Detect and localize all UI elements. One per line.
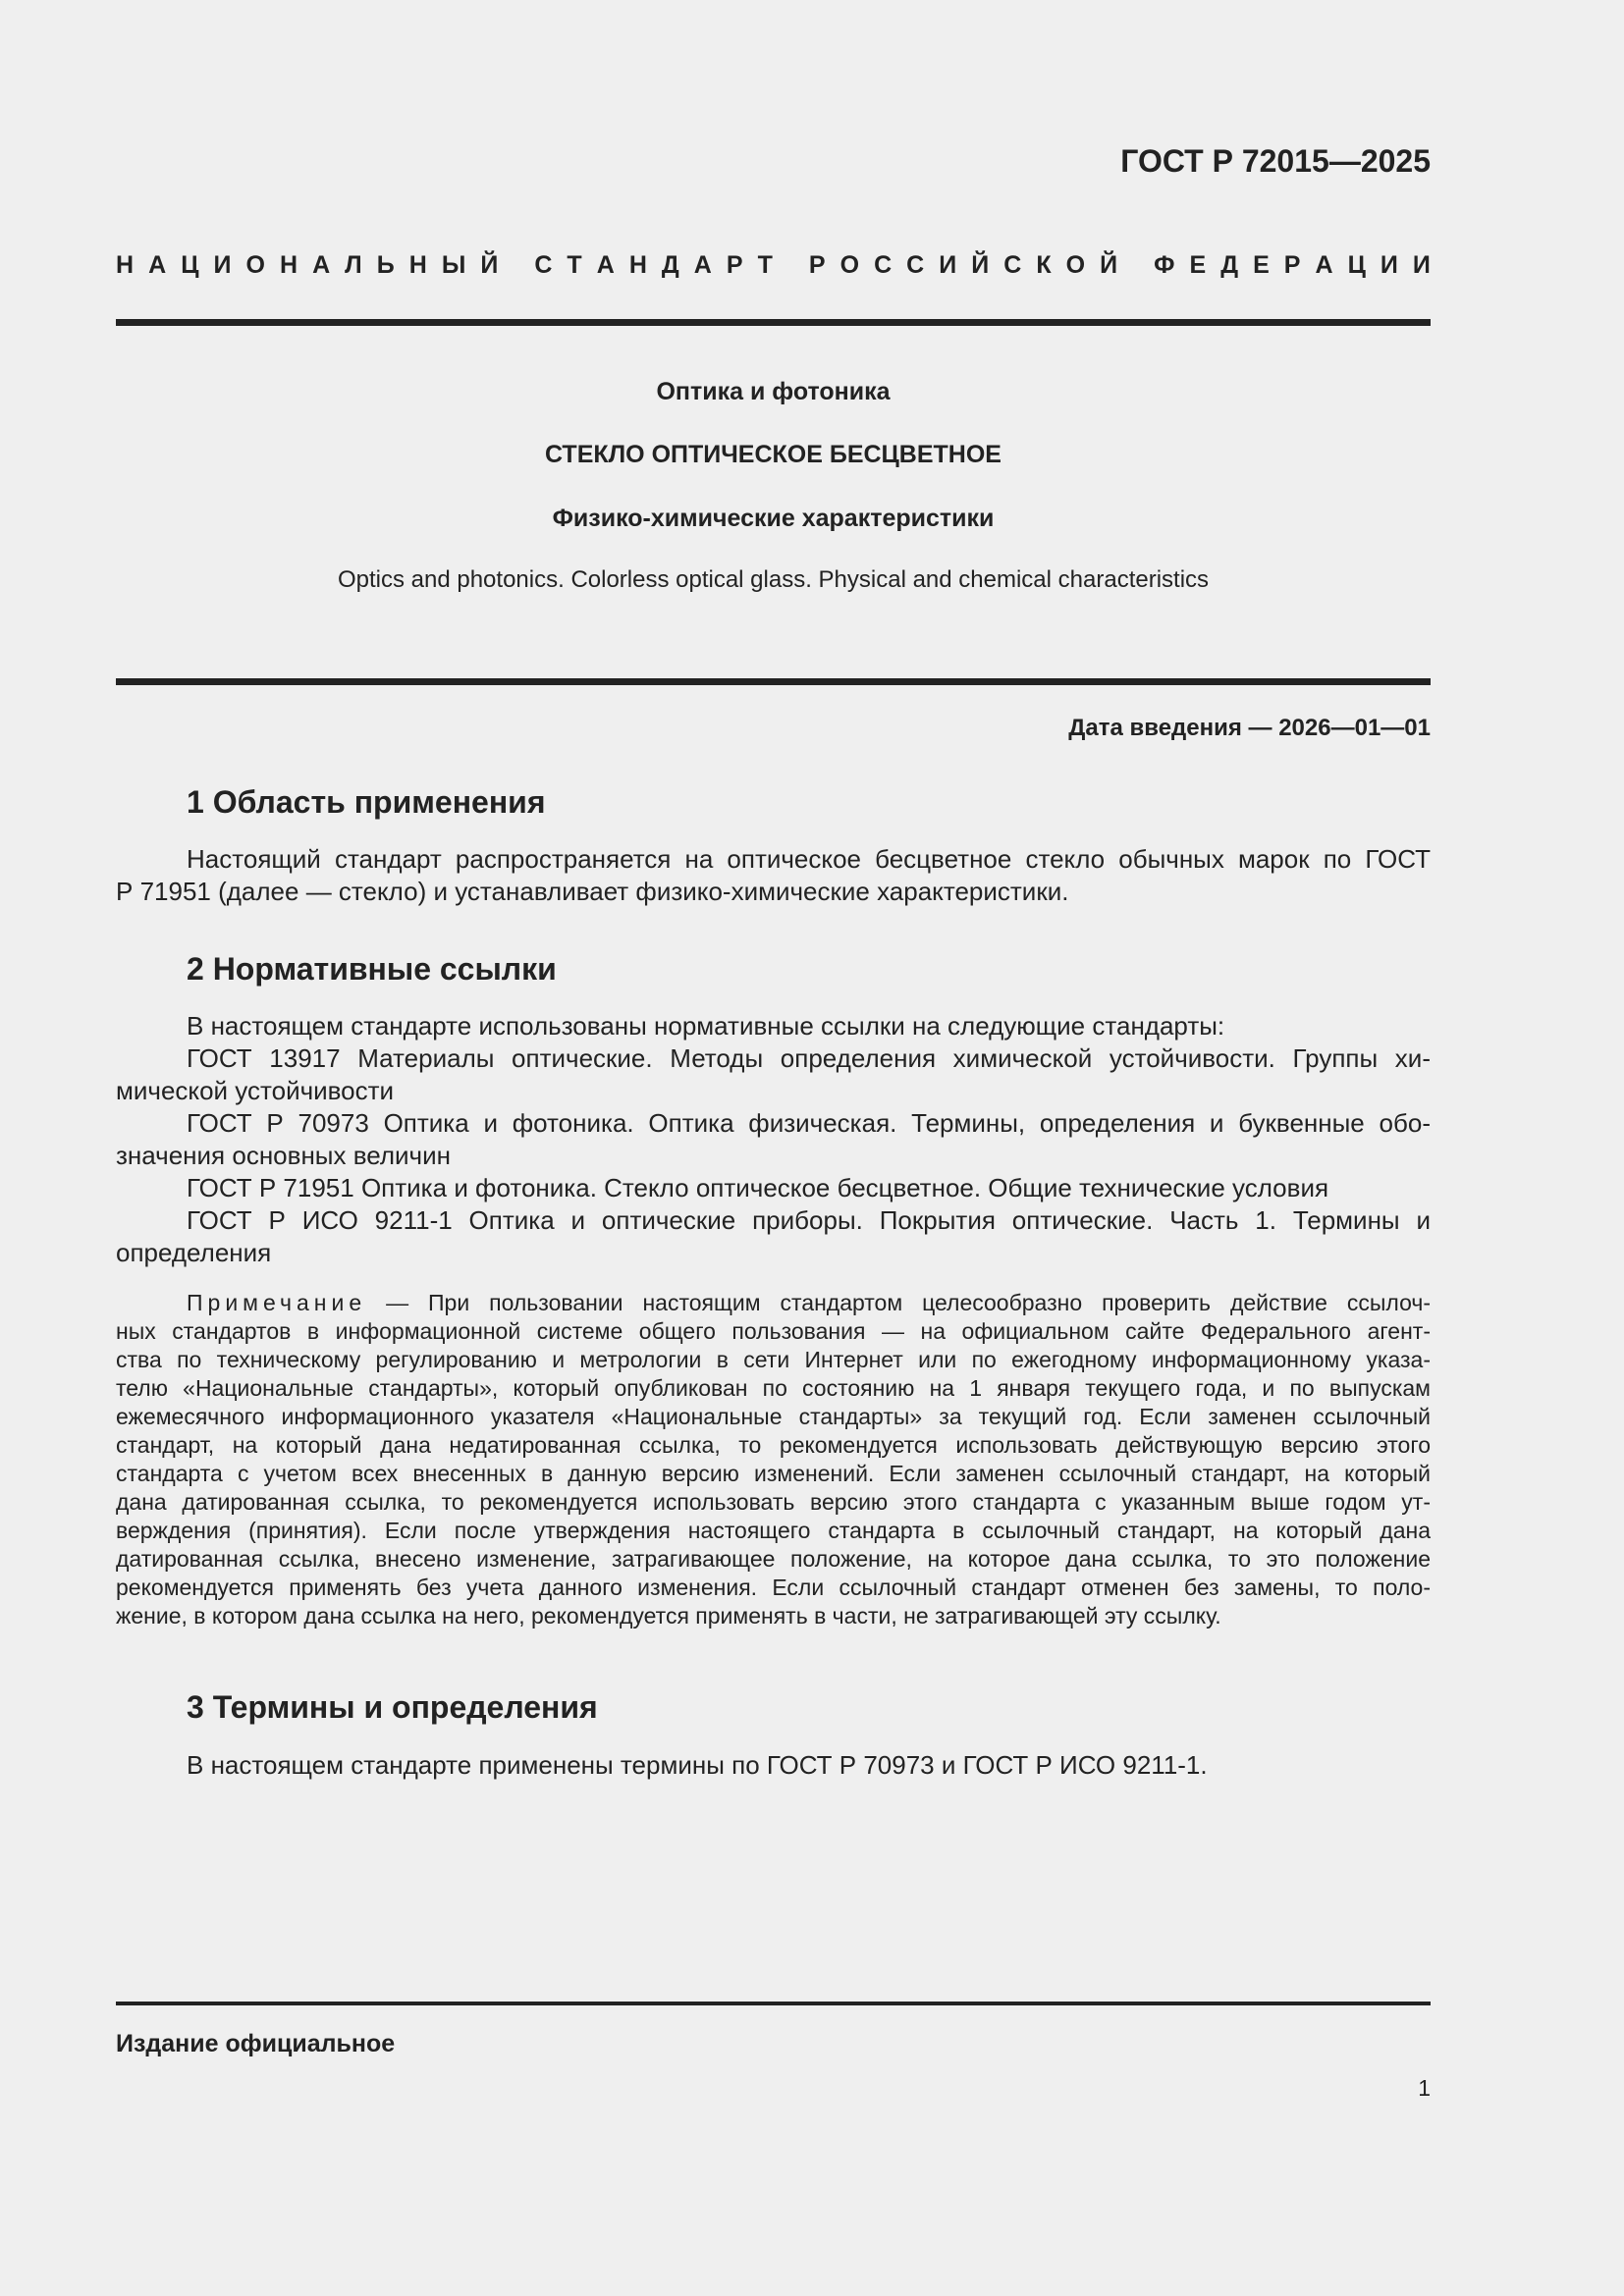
title-letter: Р — [1283, 251, 1301, 279]
title-letter: Р — [808, 251, 826, 279]
title-letter: Н — [408, 251, 427, 279]
title-letter: И — [1380, 251, 1398, 279]
title-letter — [787, 251, 794, 280]
reference-item: ГОСТ Р 70973 Оптика и фотоника. Оптика физическая. Термины, определения и буквенные обо- — [187, 1108, 1431, 1138]
note-line: датированная ссылка, внесено изменение, затрагивающее положение, на которое дана ссылка, то это положение — [116, 1546, 1431, 1572]
note-first-text: — При пользовании настоящим стандартом целесообразно проверить действие ссылоч- — [366, 1290, 1431, 1315]
title-letter — [1132, 251, 1139, 280]
title-letter: Й — [480, 251, 499, 279]
title-letter: Н — [116, 251, 135, 279]
reference-item: ГОСТ 13917 Материалы оптические. Методы определения химической устойчивости. Группы хи- — [187, 1043, 1431, 1073]
section-scope-text — [116, 843, 1431, 908]
title-letter: Е — [1189, 251, 1207, 279]
title-letter: О — [245, 251, 265, 279]
title-letter: А — [148, 251, 167, 279]
title-letter: Ц — [181, 251, 199, 279]
reference-item: ГОСТ Р ИСО 9211-1 Оптика и оптические приборы. Покрытия оптические. Часть 1. Термины и — [187, 1205, 1431, 1235]
section-heading-references: 2 Нормативные ссылки — [187, 951, 557, 987]
title-letter: А — [596, 251, 615, 279]
note-line: телю «Национальные стандарты», который опубликован по состоянию на 1 января текущего года, и по выпускам — [116, 1375, 1431, 1401]
title-letter: Е — [1253, 251, 1270, 279]
text-line: Настоящий стандарт распространяется на оптическое бесцветное стекло обычных марок по ГОСТ — [187, 844, 1431, 874]
note-line: стандарт, на который дана недатированная ссылка, то рекомендуется использовать действующую версию этого — [116, 1432, 1431, 1458]
title-letter: Ф — [1154, 251, 1175, 279]
title-letter: Ы — [441, 251, 466, 279]
text-line: мической устойчивости — [116, 1076, 395, 1105]
title-letter: О — [839, 251, 860, 279]
edition-label: Издание официальное — [116, 2030, 396, 2057]
title-letter: Н — [279, 251, 298, 279]
title-letter: Ь — [376, 251, 395, 279]
note-line: ежемесячного информационного указателя «Национальные стандарты» за текущий год. Если заменен ссылочный — [116, 1404, 1431, 1429]
note-line: жение, в котором дана ссылка на него, рекомендуется применять в части, не затрагивающей эту ссылку. — [116, 1603, 1221, 1629]
note-line: ных стандартов в информационной системе общего пользования — на официальном сайте Федерального агент- — [116, 1318, 1431, 1344]
title-letter: Н — [628, 251, 647, 279]
note-line: стандарта с учетом всех внесенных в данную версию изменений. Если заменен ссылочный стандарт, на который — [116, 1461, 1431, 1486]
text-line: Р 71951 (далее — стекло) и устанавливает физико-химические характеристики. — [116, 877, 1069, 906]
section-terms-text — [116, 1749, 1431, 1782]
title-letter: А — [312, 251, 331, 279]
title-letter: И — [939, 251, 957, 279]
top-divider — [116, 319, 1431, 326]
text-line: В настоящем стандарте применены термины по ГОСТ Р 70973 и ГОСТ Р ИСО 9211-1. — [187, 1750, 1208, 1780]
title-letter: Д — [1220, 251, 1239, 279]
document-code: ГОСТ Р 72015—2025 — [1120, 143, 1431, 179]
document-title: СТЕКЛО ОПТИЧЕСКОЕ БЕСЦВЕТНОЕ — [545, 441, 1001, 468]
note-label: Примечание — [187, 1290, 367, 1315]
title-letter: Ц — [1347, 251, 1366, 279]
title-letter: А — [1315, 251, 1333, 279]
section-heading-scope: 1 Область применения — [187, 784, 546, 820]
title-letter: О — [1065, 251, 1086, 279]
title-letter: Й — [1100, 251, 1118, 279]
page-number: 1 — [1418, 2075, 1431, 2101]
title-letter: С — [874, 251, 893, 279]
title-letter: К — [1036, 251, 1052, 279]
note-line: дана датированная ссылка, то рекомендуется использовать версию этого стандарта с указанным выше годом ут- — [116, 1489, 1431, 1515]
title-letter: И — [213, 251, 232, 279]
title-letter: С — [906, 251, 925, 279]
note-first-line — [116, 1289, 1431, 1317]
text-line: В настоящем стандарте использованы нормативные ссылки на следующие стандарты: — [187, 1011, 1225, 1041]
document-subject: Оптика и фотоника — [656, 378, 891, 405]
title-letter: Т — [757, 251, 773, 279]
title-letter: И — [1412, 251, 1431, 279]
document-subtitle: Физико-химические характеристики — [552, 505, 995, 532]
title-letter: Й — [971, 251, 990, 279]
introduction-date: Дата введения — 2026—01—01 — [1068, 715, 1431, 741]
title-letter: Л — [345, 251, 362, 279]
document-page — [116, 0, 1431, 2296]
text-line: определения — [116, 1238, 272, 1267]
reference-item: ГОСТ Р 71951 Оптика и фотоника. Стекло оптическое бесцветное. Общие технические условия — [187, 1173, 1329, 1202]
note-line: рекомендуется применять без учета данного изменения. Если ссылочный стандарт отменен без замены, то поло- — [116, 1575, 1431, 1600]
footer-divider — [116, 2002, 1431, 2005]
title-letter — [513, 251, 519, 280]
title-letter: С — [1003, 251, 1022, 279]
english-title: Optics and photonics. Colorless optical glass. Physical and chemical characteristics — [337, 566, 1210, 593]
title-letter: Р — [726, 251, 743, 279]
section-references-text — [116, 1010, 1431, 1269]
note-line: верждения (принятия). Если после утверждения настоящего стандарта в ссылочный стандарт, на который дана — [116, 1518, 1431, 1543]
title-letter: Т — [567, 251, 582, 279]
note-line: ства по техническому регулированию и метрологии в сети Интернет или по ежегодному информационному указа- — [116, 1347, 1431, 1372]
title-letter: А — [693, 251, 712, 279]
title-letter: С — [534, 251, 553, 279]
national-standard-title — [116, 251, 1431, 280]
title-letter: Д — [661, 251, 679, 279]
section-heading-terms: 3 Термины и определения — [187, 1689, 598, 1725]
references-note — [116, 1289, 1431, 1630]
title-divider — [116, 678, 1431, 685]
text-line: значения основных величин — [116, 1141, 451, 1170]
